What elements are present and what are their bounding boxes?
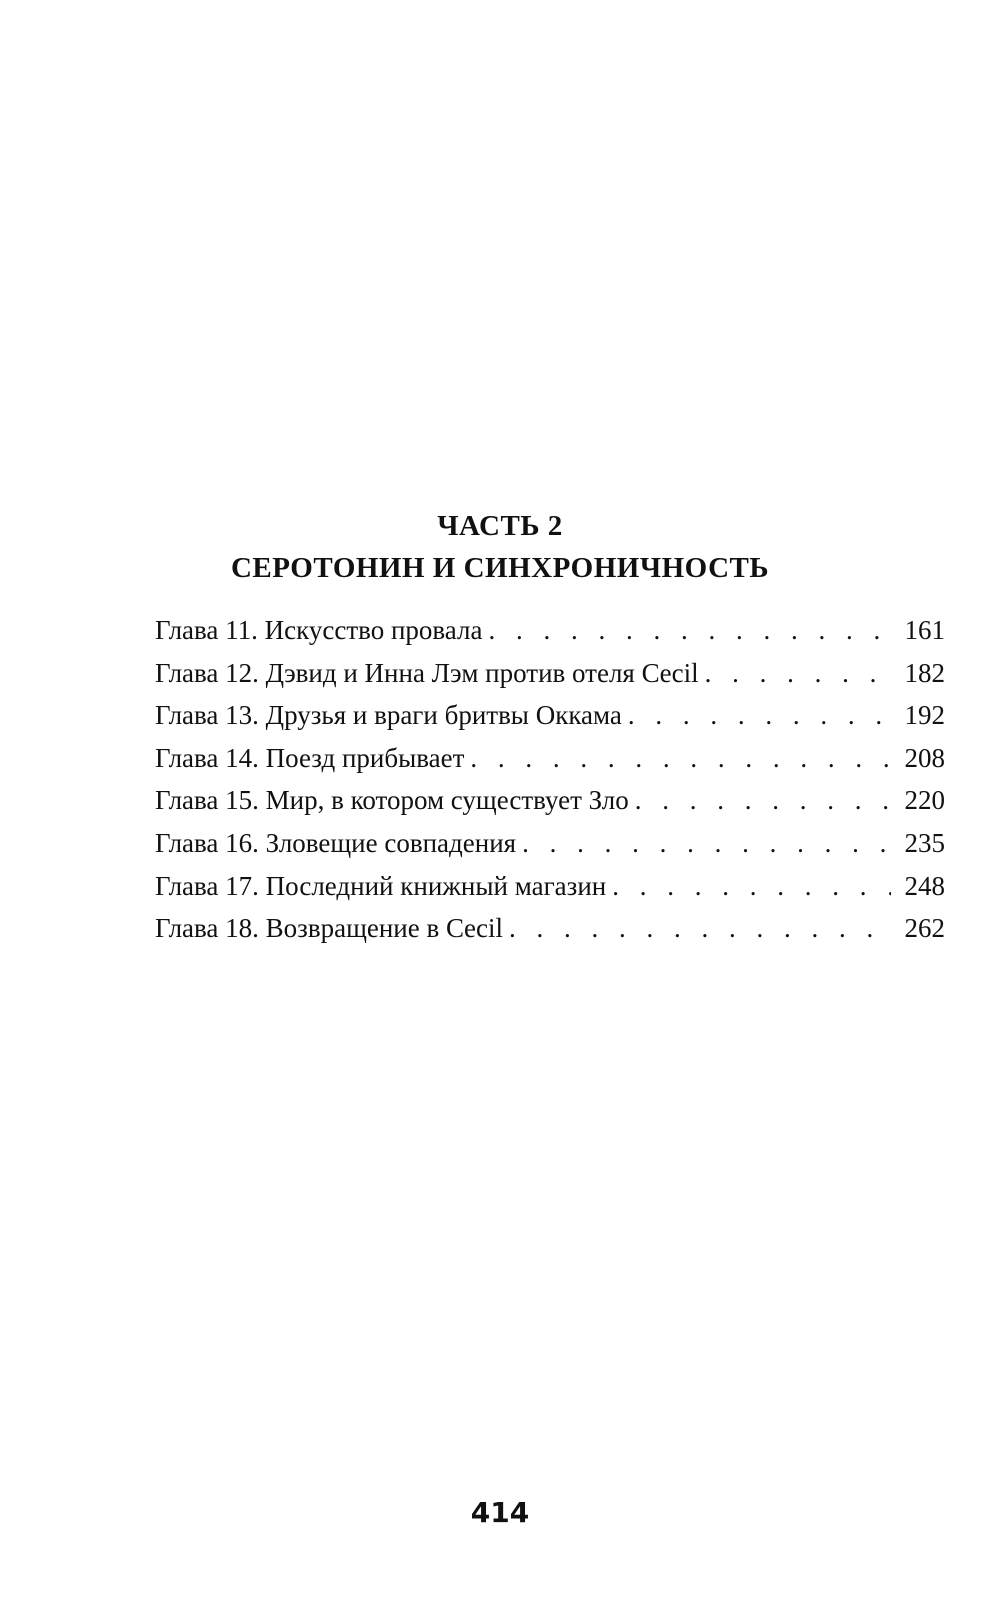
toc-entry-title: Глава 13. Друзья и враги бритвы Оккама <box>155 700 622 731</box>
toc-entry-page: 248 <box>904 870 945 901</box>
toc-entry-title: Глава 12. Дэвид и Инна Лэм против отеля Cecil <box>155 657 699 688</box>
part-label: ЧАСТЬ 2 <box>437 510 563 542</box>
toc-dot-leader <box>522 822 891 865</box>
toc-dot-leader <box>509 907 891 950</box>
toc-entry-18 <box>155 907 945 950</box>
toc-entry-title: Глава 14. Поезд прибывает <box>155 742 465 773</box>
toc-entry-15 <box>155 779 945 822</box>
toc-entry-17 <box>155 865 945 908</box>
toc-entry-page: 235 <box>904 827 945 858</box>
toc-dot-leader <box>628 694 891 737</box>
toc-entry-14 <box>155 737 945 780</box>
toc-entry-12 <box>155 652 945 695</box>
toc-dot-leader <box>488 609 891 652</box>
toc-entry-title: Глава 15. Мир, в котором существует Зло <box>155 785 629 816</box>
toc-entry-page: 262 <box>904 913 945 944</box>
toc-entry-page: 220 <box>904 785 945 816</box>
toc-dot-leader <box>612 865 891 908</box>
toc-entry-page: 208 <box>904 742 945 773</box>
toc-entry-page: 182 <box>904 657 945 688</box>
table-of-contents <box>155 609 945 950</box>
toc-dot-leader <box>635 779 891 822</box>
toc-dot-leader <box>705 652 891 695</box>
page-number: 414 <box>470 1496 530 1529</box>
toc-dot-leader <box>470 737 891 780</box>
toc-entry-page: 192 <box>904 700 945 731</box>
toc-entry-page: 161 <box>904 615 945 645</box>
toc-entry-title: Глава 17. Последний книжный магазин <box>155 870 607 901</box>
toc-entry-title: Глава 16. Зловещие совпадения <box>155 827 517 858</box>
toc-entry-11 <box>155 609 945 652</box>
part-title: СЕРОТОНИН И СИНХРОНИЧНОСТЬ <box>230 552 770 584</box>
toc-entry-title: Глава 11. Искусство провала <box>155 615 483 645</box>
toc-entry-title: Глава 18. Возвращение в Cecil <box>155 913 503 944</box>
toc-entry-13 <box>155 694 945 737</box>
toc-entry-16 <box>155 822 945 865</box>
